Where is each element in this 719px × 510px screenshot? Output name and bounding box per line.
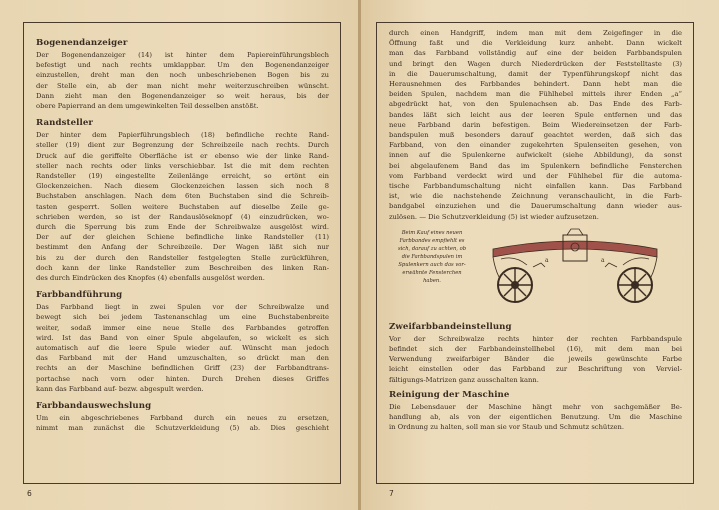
text-line: abgedrückt hat, von den Spulenachsen ab. Das Ende des Farb- <box>389 100 682 109</box>
left-page-frame <box>23 22 341 484</box>
text-line: bis zu der durch den Randsteller festgelegten Stelle zurückführen, <box>36 253 329 262</box>
ribbon-spool-figure <box>389 227 682 315</box>
ribbon-spool-drawing <box>475 227 675 315</box>
right-page <box>361 0 719 510</box>
text-line: nimmt man zunächst die Schutzverkleidung (5) ab. Dies geschieht <box>36 424 329 433</box>
text-line: das Farbband mit der Hand umzuschalten, so drückt man den <box>36 354 329 363</box>
section <box>389 390 682 433</box>
left-page <box>0 0 358 510</box>
guide-fork <box>567 229 583 235</box>
text-line: tische Farbbandumschaltung nicht einfallen kann. Das Farbband <box>389 182 682 191</box>
caption-line: Farbbandes empfiehlt es <box>399 237 465 244</box>
text-line: Herausnehmen des Farbbandes behindert. Dann hebt man die <box>389 80 682 89</box>
text-line: durch einen Handgriff, indem man mit dem Zeigefinger in die <box>389 29 682 37</box>
ribbon-wrap-right <box>651 257 657 277</box>
text-line: weiter, sodaß immer eine neue Stelle des Farbbandes getroffen <box>36 323 329 332</box>
page-number-left: 6 <box>27 489 32 498</box>
text-line: bandes läßt sich leicht aus der leeren Spule entfernen und das <box>389 110 682 119</box>
text-line: doch kann der linke Randsteller zum Beschreiben des linken Ran- <box>36 263 329 272</box>
text-line: beiden Spulen, nachdem man die Fühlhebel mittels ihrer Enden „a“ <box>389 90 682 99</box>
caption-line: Beim Kauf eines neuen <box>401 229 463 236</box>
text-line: zulösen. — Die Schutzverkleidung (5) ist wieder aufzusetzen. <box>389 212 599 221</box>
text-line: in die Dauerumschaltung, damit der Typenführungskopf nicht das <box>389 69 682 78</box>
text-line: kann das Farbband auf- bezw. abgespult werden. <box>36 384 204 393</box>
caption-line: haben. <box>423 277 441 284</box>
text-line: neue Farbband darin befestigen. Beim Wiedereinsetzen der Farb- <box>389 120 682 129</box>
text-line: Das Farbband liegt in zwei Spulen vor der Schreibwalze und <box>36 303 329 312</box>
right-spool <box>618 268 652 302</box>
text-line: innen auf die Spulenkerne aufwickelt (siehe Abbildung), da sonst <box>389 151 682 160</box>
caption-line: die Farbbandspulen im <box>401 253 463 260</box>
text-line: Um ein abgeschriebenes Farbband durch ein neues zu ersetzen, <box>36 414 329 423</box>
text-line: einzustellen, dreht man den noch unbeschriebenen Bogen bis zu <box>36 71 329 80</box>
text-line: Dann zieht man den Bogenendanzeiger so weit heraus, bis der <box>36 91 329 100</box>
text-line: der Stelle ein, ab der man nicht mehr weiterzuschreiben wünscht. <box>36 81 329 90</box>
text-line: portachse nach vorn oder hinten. Durch Drehen dieses Griffes <box>36 374 329 383</box>
feeler-lever-right <box>605 263 617 267</box>
text-line: bewegt sich bei jedem Tastenanschlag um eine Buchstabenbreite <box>36 313 329 322</box>
text-line: Öffnung faßt und die Verkleidung kurz anhebt. Dann wickelt <box>389 39 682 48</box>
text-line: man das Farbband vollständig auf eine der beiden Farbbandspulen <box>389 49 682 58</box>
section-heading: Bogenendanzeiger <box>36 38 128 48</box>
right-intro-paragraph <box>389 28 682 222</box>
text-line: bestimmt den Anfang der Schreibzeile. Der Wagen läßt sich nur <box>36 243 329 252</box>
left-arm <box>501 258 527 265</box>
text-line: befestigt und nach rechts umklappbar. Um den Bogenendanzeiger <box>36 61 329 70</box>
text-line: Glockenzeichen. Nach diesem Glockenzeichen lassen sich noch 8 <box>36 182 329 191</box>
text-line: steller nach rechts oder links verschiebbar. Ist die mit dem rechten <box>36 161 329 170</box>
right-arm <box>623 258 649 265</box>
text-line: Farbband, von den einander zugekehrten Spulenseiten gesehen, von <box>389 141 682 150</box>
text-line: Vor der Schreibwalze rechts hinter der rechten Farbbandspule <box>389 334 682 343</box>
text-line: Druck auf die geriffelte Oberfläche ist er ebenso wie der linke Rand- <box>36 151 329 160</box>
right-page-frame <box>376 22 694 484</box>
text-line: Randsteller (19) eingestellte Zeilenlänge erreicht, so ertönt ein <box>36 172 329 181</box>
section <box>36 118 329 283</box>
section-heading: Reinigung der Maschine <box>389 389 510 400</box>
ribbon-wrap-left <box>493 257 499 277</box>
text-line: wird. Ist das Band von einer Spule abgelaufen, so wickelt es sich <box>36 333 329 342</box>
section <box>36 38 329 111</box>
text-line: Der Bogenendanzeiger (14) ist hinter dem Papiereinführungsblech <box>36 51 329 59</box>
section-heading: Zweifarbbandeinstellung <box>389 321 512 332</box>
text-line: Die Lebensdauer der Maschine hängt mehr von sachgemäßer Be- <box>389 402 682 411</box>
text-line: befindet sich der Farbbandeinstellhebel (16), mit dem man bei <box>389 345 682 354</box>
text-line: bandgabel einzuziehen und die Dauerumschaltung dann wieder aus- <box>389 202 682 211</box>
section <box>389 322 682 385</box>
feeler-lever-left <box>533 263 545 267</box>
text-line: steller (19) dient zur Begrenzung der Schreibzeile nach rechts. Durch <box>36 141 329 150</box>
text-line: fältigungs-Matrizen ganz ausschalten kann. <box>389 375 539 384</box>
section-heading: Farbbandführung <box>36 290 123 301</box>
text-line: leicht einstellen oder das Farbband zur Beschriftung von Verviel- <box>389 365 682 374</box>
text-line: durch die Sperrung bis zum Ende der Schreibwalze ausgelöst wird. <box>36 223 329 232</box>
text-line: Der auf der gleichen Schiene befindliche linke Randsteller (11) <box>36 233 329 242</box>
section <box>36 290 329 394</box>
caption-line: Spulenkern auch das vor- <box>398 261 466 268</box>
caption-line: sich, darauf zu achten, ob <box>397 245 467 252</box>
text-line: obere Papierrand an dem umgewinkelten Teil desselben anstößt. <box>36 102 259 111</box>
caption-line: erwähnte Fensterchen <box>402 269 462 276</box>
text-line: des durch Eindrücken des Knopfes (4) ebenfalls ausgelöst werden. <box>36 274 265 283</box>
figure-caption <box>389 229 475 285</box>
text-line: vom Farbband verdeckt wird und der Fühlhebel für die automa- <box>389 171 682 180</box>
text-line: handlung ab, als von der eigentlichen Benutzung. Um die Maschine <box>389 413 682 422</box>
text-line: bei abgelaufenem Band das im Spulenkern befindliche Fensterchen <box>389 161 682 170</box>
page-number-right: 7 <box>389 489 394 498</box>
text-line: bandspulen muß besonders darauf geachtet werden, daß sich das <box>389 131 682 140</box>
text-line: und bringt den Wagen durch Niederdrücken der Feststelltaste (3) <box>389 59 682 68</box>
label-a-left: a <box>545 256 549 264</box>
text-line: rechts an der Maschine befindlichen Griff (23) der Farbbandtrans- <box>36 364 329 373</box>
label-a-right: a <box>601 256 605 264</box>
text-line: schrieben werden, so ist der Randauslöseknopf (4) einzudrücken, wo- <box>36 212 329 221</box>
text-line: Buchstaben anschlagen. Nach dem 6ten Buchstaben sind die Schreib- <box>36 192 329 201</box>
text-line: in Ordnung zu halten, soll man sie vor Staub und Schmutz schützen. <box>389 423 625 432</box>
text-line: Der hinter dem Papierführungsblech (18) befindliche rechte Rand- <box>36 131 329 140</box>
right-sections <box>389 322 682 433</box>
text-line: Verwendung zweifarbiger Bänder die jeweils gewünschte Farbe <box>389 355 682 364</box>
text-line: ist, wie die nachstehende Zeichnung veranschaulicht, in die Farb- <box>389 192 682 201</box>
section-heading: Farbbandauswechslung <box>36 401 152 412</box>
text-line: automatisch auf die leere Spule wieder auf. Wünscht man jedoch <box>36 344 329 353</box>
text-line: tasten gesperrt. Sollen weitere Buchstaben auf dieselbe Zeile ge- <box>36 202 329 211</box>
section <box>36 401 329 433</box>
left-spool <box>498 268 532 302</box>
section-heading: Randsteller <box>36 118 94 129</box>
